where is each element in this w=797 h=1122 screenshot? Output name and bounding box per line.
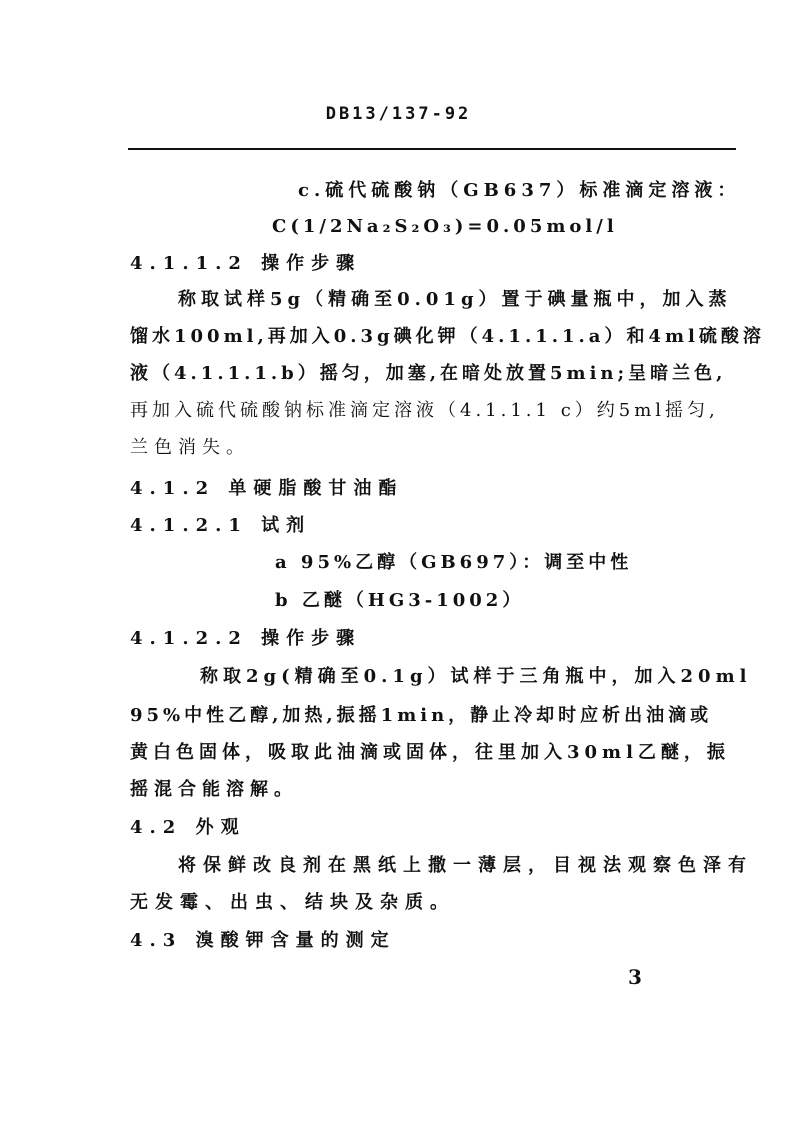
paragraph-line: 95%中性乙醇,加热,振摇1min，静止冷却时应析出油滴或 [130,705,713,726]
paragraph-line: 摇混合能溶解。 [130,779,298,800]
formula-line: C(1/2Na₂S₂O₃)=0.05mol/l [272,216,618,237]
reagent-b: b 乙醚（HG3-1002） [275,590,525,611]
paragraph-line: 将保鲜改良剂在黑纸上撒一薄层，目视法观察色泽有 [178,855,753,876]
section-4-1-2: 4.1.2 单硬脂酸甘油酯 [130,478,404,499]
section-4-2: 4.2 外观 [130,817,246,838]
reagent-c-label: c.硫代硫酸钠（GB637）标准滴定溶液： [298,180,741,201]
page-number: 3 [628,965,642,989]
paragraph-line: 无发霉、出虫、结块及杂质。 [130,892,455,913]
paragraph-line: 称取2g(精确至0.1g）试样于三角瓶中，加入20ml [200,666,752,687]
reagent-a: a 95%乙醇（GB697）：调至中性 [275,552,633,573]
header-rule [128,148,736,150]
paragraph-line: 液（4.1.1.1.b）摇匀，加塞,在暗处放置5min;呈暗兰色, [130,363,727,384]
paragraph-line: 称取试样5g（精确至0.01g）置于碘量瓶中，加入蒸 [178,289,732,310]
section-4-1-2-2: 4.1.2.2 操作步骤 [130,628,362,649]
paragraph-line: 黄白色固体，吸取此油滴或固体，往里加入30ml乙醚，振 [130,742,730,763]
document-code: DB13/137-92 [325,104,472,124]
section-4-1-1-2: 4.1.1.2 操作步骤 [130,253,362,274]
paragraph-line: 馏水100ml,再加入0.3g碘化钾（4.1.1.1.a）和4ml硫酸溶 [130,326,765,347]
paragraph-line: 兰色消失。 [130,437,250,458]
section-4-1-2-1: 4.1.2.1 试剂 [130,515,312,536]
paragraph-line: 再加入硫代硫酸钠标准滴定溶液（4.1.1.1 c）约5ml摇匀, [130,400,719,421]
section-4-3: 4.3 溴酸钾含量的测定 [130,930,396,951]
